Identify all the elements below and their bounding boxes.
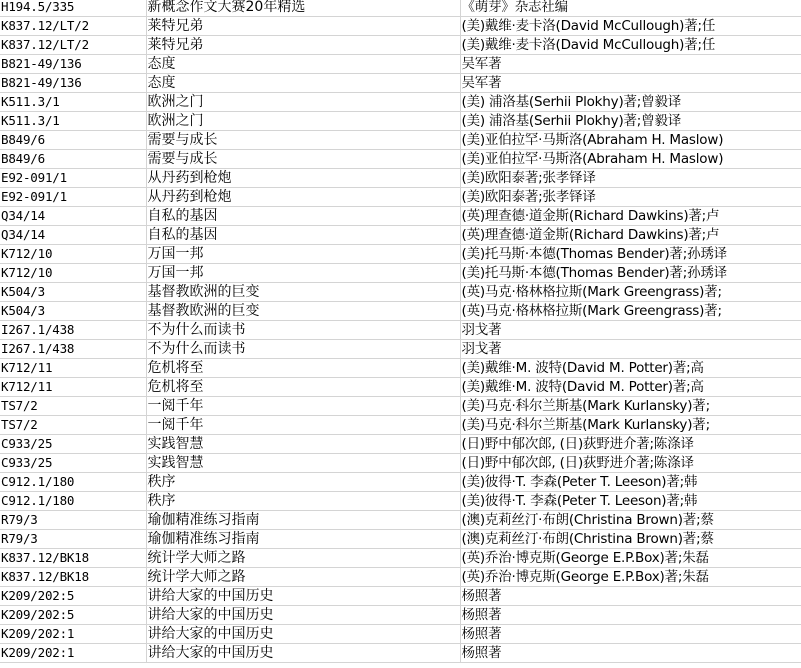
author-cell[interactable]: (英)理查德·道金斯(Richard Dawkins)著;卢 bbox=[460, 226, 801, 245]
book-title-cell[interactable]: 新概念作文大赛20年精选 bbox=[146, 0, 460, 17]
author-cell[interactable]: 杨照著 bbox=[460, 606, 801, 625]
author-cell[interactable]: (美)戴维·M. 波特(David M. Potter)著;高 bbox=[460, 378, 801, 397]
table-row bbox=[0, 416, 801, 435]
call-number-cell[interactable]: Q34/14 bbox=[0, 226, 146, 245]
table-row bbox=[0, 283, 801, 302]
author-cell[interactable]: 《萌芽》杂志社编 bbox=[460, 0, 801, 17]
table-row bbox=[0, 112, 801, 131]
call-number-cell[interactable]: K504/3 bbox=[0, 283, 146, 302]
author-cell[interactable]: (英)马克·格林格拉斯(Mark Greengrass)著; bbox=[460, 283, 801, 302]
table-row bbox=[0, 340, 801, 359]
call-number-cell[interactable]: K209/202:1 bbox=[0, 644, 146, 663]
book-title-cell[interactable]: 需要与成长 bbox=[146, 150, 460, 169]
call-number-cell[interactable]: K712/11 bbox=[0, 359, 146, 378]
call-number-cell[interactable]: C912.1/180 bbox=[0, 473, 146, 492]
table-row bbox=[0, 169, 801, 188]
call-number-cell[interactable]: B849/6 bbox=[0, 150, 146, 169]
call-number-cell[interactable]: C912.1/180 bbox=[0, 492, 146, 511]
call-number-cell[interactable]: E92-091/1 bbox=[0, 169, 146, 188]
call-number-cell[interactable]: K209/202:5 bbox=[0, 606, 146, 625]
call-number-cell[interactable]: I267.1/438 bbox=[0, 321, 146, 340]
call-number-cell[interactable]: C933/25 bbox=[0, 435, 146, 454]
call-number-cell[interactable]: K209/202:5 bbox=[0, 587, 146, 606]
author-cell[interactable]: (美)托马斯·本德(Thomas Bender)著;孙琇译 bbox=[460, 245, 801, 264]
table-row bbox=[0, 511, 801, 530]
book-title-cell[interactable]: 态度 bbox=[146, 74, 460, 93]
book-title-cell[interactable]: 莱特兄弟 bbox=[146, 17, 460, 36]
table-row bbox=[0, 55, 801, 74]
table-row bbox=[0, 188, 801, 207]
call-number-cell[interactable]: E92-091/1 bbox=[0, 188, 146, 207]
table-row bbox=[0, 473, 801, 492]
table-row bbox=[0, 378, 801, 397]
table-row bbox=[0, 74, 801, 93]
author-cell[interactable]: (美)马克·科尔兰斯基(Mark Kurlansky)著; bbox=[460, 416, 801, 435]
author-cell[interactable]: (英)乔治·博克斯(George E.P.Box)著;朱磊 bbox=[460, 549, 801, 568]
book-title-cell[interactable]: 万国一邦 bbox=[146, 264, 460, 283]
book-title-cell[interactable]: 秩序 bbox=[146, 492, 460, 511]
table-row bbox=[0, 321, 801, 340]
author-cell[interactable]: (美)欧阳泰著;张孝铎译 bbox=[460, 188, 801, 207]
author-cell[interactable]: (英)理查德·道金斯(Richard Dawkins)著;卢 bbox=[460, 207, 801, 226]
author-cell[interactable]: (美)亚伯拉罕·马斯洛(Abraham H. Maslow) bbox=[460, 150, 801, 169]
book-title-cell[interactable]: 莱特兄弟 bbox=[146, 36, 460, 55]
book-title-cell[interactable]: 实践智慧 bbox=[146, 435, 460, 454]
table-row bbox=[0, 245, 801, 264]
book-title-cell[interactable]: 统计学大师之路 bbox=[146, 549, 460, 568]
call-number-cell[interactable]: R79/3 bbox=[0, 530, 146, 549]
book-title-cell[interactable]: 讲给大家的中国历史 bbox=[146, 644, 460, 663]
author-cell[interactable]: (美)戴维·麦卡洛(David McCullough)著;任 bbox=[460, 36, 801, 55]
table-row bbox=[0, 226, 801, 245]
book-title-cell[interactable]: 讲给大家的中国历史 bbox=[146, 625, 460, 644]
book-title-cell[interactable]: 基督教欧洲的巨变 bbox=[146, 302, 460, 321]
call-number-cell[interactable]: K712/11 bbox=[0, 378, 146, 397]
table-row bbox=[0, 17, 801, 36]
call-number-cell[interactable]: B821-49/136 bbox=[0, 55, 146, 74]
table-row bbox=[0, 302, 801, 321]
table-row bbox=[0, 587, 801, 606]
book-title-cell[interactable]: 基督教欧洲的巨变 bbox=[146, 283, 460, 302]
author-cell[interactable]: (美)戴维·M. 波特(David M. Potter)著;高 bbox=[460, 359, 801, 378]
table-row bbox=[0, 131, 801, 150]
author-cell[interactable]: (英)乔治·博克斯(George E.P.Box)著;朱磊 bbox=[460, 568, 801, 587]
call-number-cell[interactable]: K511.3/1 bbox=[0, 112, 146, 131]
book-title-cell[interactable]: 从丹药到枪炮 bbox=[146, 169, 460, 188]
call-number-cell[interactable]: K837.12/LT/2 bbox=[0, 36, 146, 55]
author-cell[interactable]: (日)野中郁次郎, (日)荻野进介著;陈涤译 bbox=[460, 435, 801, 454]
author-cell[interactable]: (美)亚伯拉罕·马斯洛(Abraham H. Maslow) bbox=[460, 131, 801, 150]
book-title-cell[interactable]: 讲给大家的中国历史 bbox=[146, 587, 460, 606]
table-row bbox=[0, 150, 801, 169]
author-cell[interactable]: 吴军著 bbox=[460, 55, 801, 74]
author-cell[interactable]: (美)托马斯·本德(Thomas Bender)著;孙琇译 bbox=[460, 264, 801, 283]
author-cell[interactable]: (美) 浦洛基(Serhii Plokhy)著;曾毅译 bbox=[460, 93, 801, 112]
table-row bbox=[0, 397, 801, 416]
call-number-cell[interactable]: TS7/2 bbox=[0, 416, 146, 435]
table-row bbox=[0, 454, 801, 473]
table-row bbox=[0, 549, 801, 568]
author-cell[interactable]: (美) 浦洛基(Serhii Plokhy)著;曾毅译 bbox=[460, 112, 801, 131]
book-title-cell[interactable]: 态度 bbox=[146, 55, 460, 74]
author-cell[interactable]: (日)野中郁次郎, (日)荻野进介著;陈涤译 bbox=[460, 454, 801, 473]
author-cell[interactable]: 杨照著 bbox=[460, 625, 801, 644]
book-title-cell[interactable]: 瑜伽精准练习指南 bbox=[146, 511, 460, 530]
table-row bbox=[0, 36, 801, 55]
author-cell[interactable]: 吴军著 bbox=[460, 74, 801, 93]
book-title-cell[interactable]: 自私的基因 bbox=[146, 226, 460, 245]
author-cell[interactable]: 羽戈著 bbox=[460, 321, 801, 340]
call-number-cell[interactable]: B849/6 bbox=[0, 131, 146, 150]
call-number-cell[interactable]: R79/3 bbox=[0, 511, 146, 530]
table-row bbox=[0, 435, 801, 454]
book-title-cell[interactable]: 万国一邦 bbox=[146, 245, 460, 264]
author-cell[interactable]: (澳)克莉丝汀·布朗(Christina Brown)著;蔡 bbox=[460, 530, 801, 549]
table-row bbox=[0, 264, 801, 283]
book-title-cell[interactable]: 不为什么而读书 bbox=[146, 340, 460, 359]
call-number-cell[interactable]: K837.12/BK18 bbox=[0, 568, 146, 587]
call-number-cell[interactable]: B821-49/136 bbox=[0, 74, 146, 93]
author-cell[interactable]: (美)彼得·T. 李森(Peter T. Leeson)著;韩 bbox=[460, 492, 801, 511]
table-row bbox=[0, 492, 801, 511]
call-number-cell[interactable]: H194.5/335 bbox=[0, 0, 146, 17]
book-title-cell[interactable]: 欧洲之门 bbox=[146, 93, 460, 112]
author-cell[interactable]: 杨照著 bbox=[460, 587, 801, 606]
book-title-cell[interactable]: 不为什么而读书 bbox=[146, 321, 460, 340]
author-cell[interactable]: (美)彼得·T. 李森(Peter T. Leeson)著;韩 bbox=[460, 473, 801, 492]
table-row bbox=[0, 207, 801, 226]
book-title-cell[interactable]: 讲给大家的中国历史 bbox=[146, 606, 460, 625]
author-cell[interactable]: (美)马克·科尔兰斯基(Mark Kurlansky)著; bbox=[460, 397, 801, 416]
table-row bbox=[0, 606, 801, 625]
book-title-cell[interactable]: 实践智慧 bbox=[146, 454, 460, 473]
call-number-cell[interactable]: K712/10 bbox=[0, 264, 146, 283]
book-title-cell[interactable]: 需要与成长 bbox=[146, 131, 460, 150]
call-number-cell[interactable]: Q34/14 bbox=[0, 207, 146, 226]
table-row bbox=[0, 0, 801, 17]
call-number-cell[interactable]: C933/25 bbox=[0, 454, 146, 473]
table-row bbox=[0, 530, 801, 549]
book-title-cell[interactable]: 欧洲之门 bbox=[146, 112, 460, 131]
table-row bbox=[0, 568, 801, 587]
call-number-cell[interactable]: K712/10 bbox=[0, 245, 146, 264]
author-cell[interactable]: 杨照著 bbox=[460, 644, 801, 663]
book-title-cell[interactable]: 危机将至 bbox=[146, 378, 460, 397]
book-title-cell[interactable]: 瑜伽精准练习指南 bbox=[146, 530, 460, 549]
author-cell[interactable]: (澳)克莉丝汀·布朗(Christina Brown)著;蔡 bbox=[460, 511, 801, 530]
table-row bbox=[0, 644, 801, 663]
book-title-cell[interactable]: 秩序 bbox=[146, 473, 460, 492]
author-cell[interactable]: (英)马克·格林格拉斯(Mark Greengrass)著; bbox=[460, 302, 801, 321]
table-row bbox=[0, 93, 801, 112]
book-title-cell[interactable]: 一阅千年 bbox=[146, 416, 460, 435]
author-cell[interactable]: (美)欧阳泰著;张孝铎译 bbox=[460, 169, 801, 188]
call-number-cell[interactable]: TS7/2 bbox=[0, 397, 146, 416]
table-row bbox=[0, 359, 801, 378]
book-title-cell[interactable]: 危机将至 bbox=[146, 359, 460, 378]
call-number-cell[interactable]: K837.12/LT/2 bbox=[0, 17, 146, 36]
book-title-cell[interactable]: 一阅千年 bbox=[146, 397, 460, 416]
call-number-cell[interactable]: K837.12/BK18 bbox=[0, 549, 146, 568]
call-number-cell[interactable]: K511.3/1 bbox=[0, 93, 146, 112]
author-cell[interactable]: (美)戴维·麦卡洛(David McCullough)著;任 bbox=[460, 17, 801, 36]
author-cell[interactable]: 羽戈著 bbox=[460, 340, 801, 359]
call-number-cell[interactable]: K504/3 bbox=[0, 302, 146, 321]
call-number-cell[interactable]: K209/202:1 bbox=[0, 625, 146, 644]
book-title-cell[interactable]: 从丹药到枪炮 bbox=[146, 188, 460, 207]
book-title-cell[interactable]: 自私的基因 bbox=[146, 207, 460, 226]
table-row bbox=[0, 625, 801, 644]
call-number-cell[interactable]: I267.1/438 bbox=[0, 340, 146, 359]
book-title-cell[interactable]: 统计学大师之路 bbox=[146, 568, 460, 587]
